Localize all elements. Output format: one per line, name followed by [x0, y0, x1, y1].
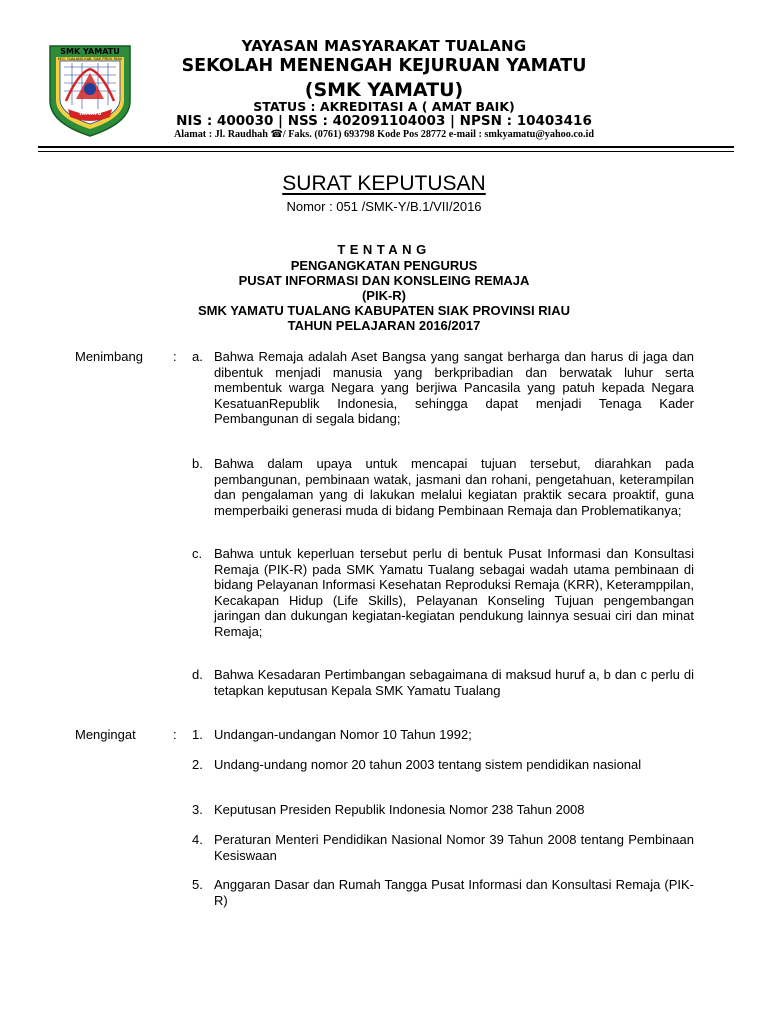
header-rule-thick [38, 146, 734, 148]
mengingat-colon: : [173, 727, 177, 742]
menimbang-item: Bahwa Remaja adalah Aset Bangsa yang sangat berharga dan harus di jaga dan dibentuk menjadi manusia yang berkpribadian dan berwatak luhur serta membentuk warga Negara yang berjiwa Pancasila yang patuh kepada Negara KesatuanRepublik Indonesia, sehingga dapat menjadi Tenaga Kader Pembangunan di segala bidang; [214, 349, 694, 426]
menimbang-colon: : [173, 349, 177, 364]
mengingat-label: Mengingat [75, 727, 136, 742]
address-after: / Faks. (0761) 693798 Kode Pos 28772 e-mail : smkyamatu@yahoo.co.id [282, 129, 595, 140]
menimbang-item: Bahwa dalam upaya untuk mencapai tujuan tersebut, diarahkan pada pembangunan, pembinaan watak, jasmani dan rohani, pengetahuan, keterampilan dan pengalaman yang di lakukan melalui kegiatan praktik secara proaktif, guna memperbaiki generasi muda di bidang Pembinaan Remaja dan Problematikanya; [214, 456, 694, 518]
document-title-text: SURAT KEPUTUSAN [282, 172, 486, 195]
logo-ribbon-text: YAMATU [78, 111, 102, 117]
address-before: Alamat : Jl. Raudhah [173, 129, 271, 140]
mengingat-marker: 1. [192, 727, 203, 742]
mengingat-item: Peraturan Menteri Pendidikan Nasional Nomor 39 Tahun 2008 tentang Pembinaan Kesiswaan [214, 832, 694, 863]
logo-sub-text: KEC. TUALANG KAB. SIAK PROV. RIAU [57, 57, 123, 61]
phone-icon: ☎ [270, 129, 283, 140]
school-name: SEKOLAH MENENGAH KEJURUAN YAMATU [181, 56, 587, 76]
mengingat-marker: 2. [192, 757, 203, 772]
subject-line: TAHUN PELAJARAN 2016/2017 [287, 318, 481, 333]
mengingat-item: Keputusan Presiden Republik Indonesia Nomor 238 Tahun 2008 [214, 802, 585, 817]
mengingat-item: Undang-undang nomor 20 tahun 2003 tentang sistem pendidikan nasional [214, 757, 642, 772]
subject-line: SMK YAMATU TUALANG KABUPATEN SIAK PROVINSI RIAU [198, 303, 570, 318]
subject-line: PENGANGKATAN PENGURUS [290, 258, 478, 273]
subject-tentang: TENTANG [337, 242, 431, 257]
foundation-name: YAYASAN MASYARAKAT TUALANG [241, 37, 527, 55]
school-address [0, 129, 768, 140]
school-ids: NIS : 400030 | NSS : 402091104003 | NPSN : 10403416 [176, 113, 592, 129]
school-short-name: (SMK YAMATU) [304, 79, 464, 101]
logo-top-text: SMK YAMATU [60, 47, 120, 56]
mengingat-item: Undangan-undangan Nomor 10 Tahun 1992; [214, 727, 472, 742]
menimbang-label: Menimbang [75, 349, 143, 364]
menimbang-marker: a. [192, 349, 203, 364]
subject-line: PUSAT INFORMASI DAN KONSLEING REMAJA [238, 273, 530, 288]
menimbang-marker: d. [192, 667, 203, 682]
mengingat-marker: 4. [192, 832, 203, 847]
menimbang-marker: c. [192, 546, 203, 561]
menimbang-marker: b. [192, 456, 203, 471]
mengingat-item: Anggaran Dasar dan Rumah Tangga Pusat Informasi dan Konsultasi Remaja (PIK-R) [214, 877, 694, 908]
mengingat-marker: 3. [192, 802, 203, 817]
mengingat-marker: 5. [192, 877, 203, 892]
accreditation-status: STATUS : AKREDITASI A ( AMAT BAIK) [253, 99, 515, 114]
menimbang-item: Bahwa Kesadaran Pertimbangan sebagaimana di maksud huruf a, b dan c perlu di tetapkan keputusan Kepala SMK Yamatu Tualang [214, 667, 694, 698]
subject-line: (PIK-R) [361, 288, 407, 303]
document-title [0, 172, 768, 196]
menimbang-item: Bahwa untuk keperluan tersebut perlu di bentuk Pusat Informasi dan Konsultasi Remaja (PIK-R) pada SMK Yamatu Tualang sebagai wadah utama pembinaan di bidang Pelayanan Informasi Kesehatan Reproduksi Remaja (KRR), Keteramppilan, Kecakapan Hidup (Life Skills), Pelayanan Konseling Tujuan pengembangan jaringan dan dukungan kegiatan-kegiatan pendukung lainnya sesuai ciri dan minat Remaja; [214, 546, 694, 639]
document-number: Nomor : 051 /SMK-Y/B.1/VII/2016 [286, 199, 482, 214]
header-rule-thin [38, 151, 734, 152]
